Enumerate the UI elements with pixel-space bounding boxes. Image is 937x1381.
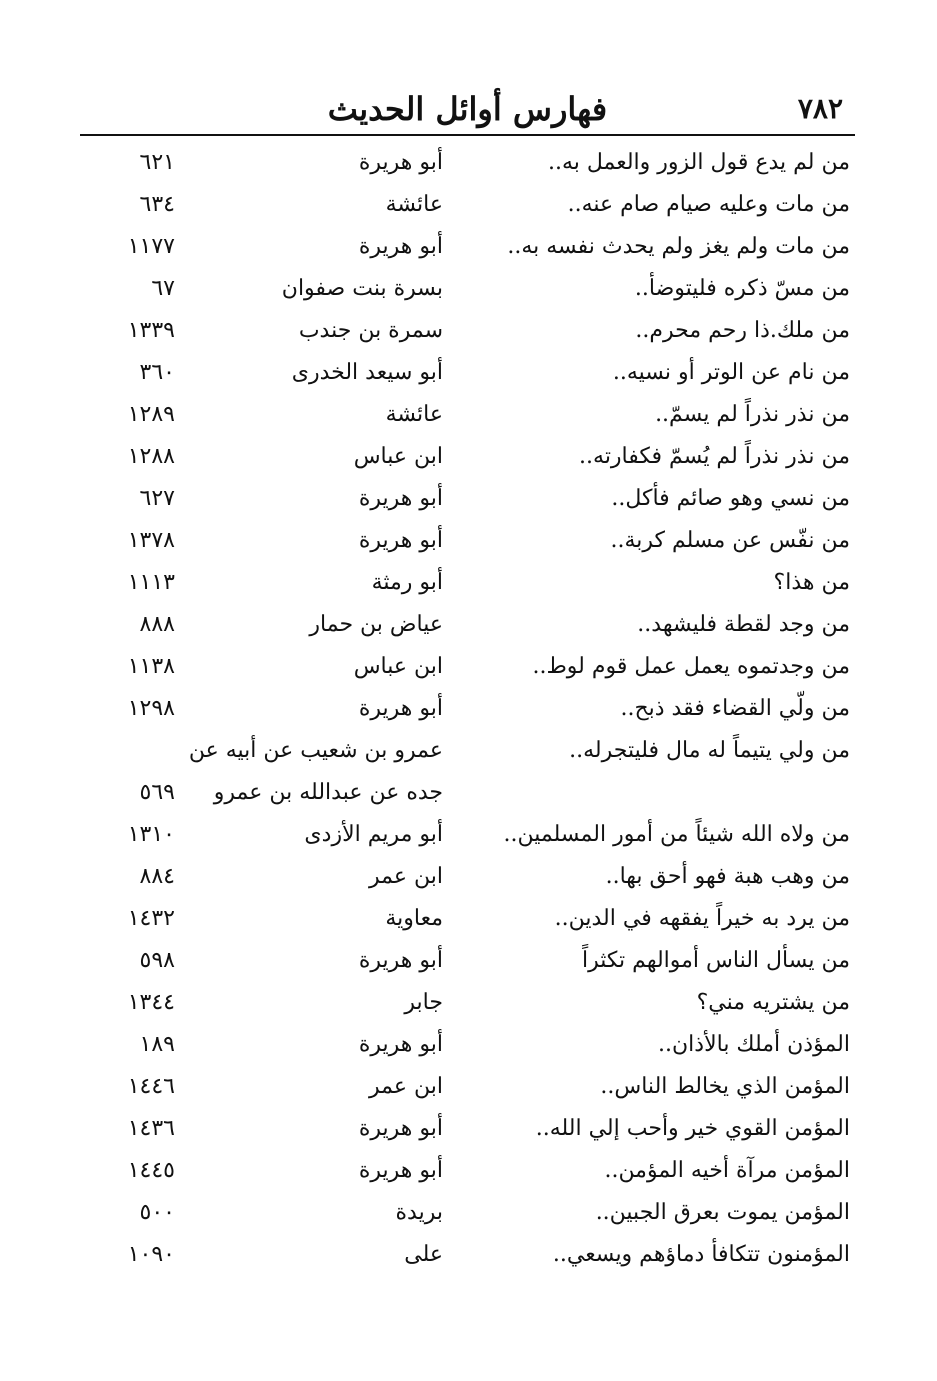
index-entry (80, 1234, 855, 1276)
index-entry (80, 268, 855, 310)
narrator: أبو هريرة (358, 1158, 443, 1183)
index-entry (80, 940, 855, 982)
hadith-number: ١٤٣٦ (127, 1116, 175, 1141)
narrator: أبو مريم الأزدى (304, 822, 443, 847)
narrator: ابن عمر (369, 1074, 443, 1099)
index-entry-continuation (80, 772, 855, 814)
narrator: على (404, 1242, 443, 1267)
hadith-number: ٦٣٤ (139, 192, 175, 217)
index-entry (80, 394, 855, 436)
narrator: أبو هريرة (358, 948, 443, 973)
index-entry (80, 982, 855, 1024)
hadith-opening: من ملك.ذا رحم محرم.. (635, 318, 850, 343)
index-entry (80, 1066, 855, 1108)
narrator: بسرة بنت صفوان (281, 276, 443, 301)
index-entry (80, 1150, 855, 1192)
hadith-number: ٨٨٨ (139, 612, 175, 637)
hadith-opening: من وجد لقطة فليشهد.. (637, 612, 850, 637)
index-entry (80, 646, 855, 688)
index-entry (80, 142, 855, 184)
hadith-opening: من مسّ ذكره فليتوضأ.. (634, 276, 850, 301)
hadith-number: ٥٠٠ (139, 1200, 175, 1225)
hadith-number: ١٣٣٩ (127, 318, 175, 343)
hadith-opening: من يشتريه مني؟ (696, 990, 850, 1015)
hadith-opening: من نذر نذراً لم يُسمّ فكفارته.. (579, 444, 850, 469)
index-entry (80, 814, 855, 856)
hadith-number: ١٣٤٤ (127, 990, 175, 1015)
page-number: ٧٨٢ (797, 92, 843, 125)
hadith-number: ٥٦٩ (139, 780, 175, 805)
index-entry (80, 520, 855, 562)
hadith-number: ١٨٩ (139, 1032, 175, 1057)
hadith-opening: من يسأل الناس أموالهم تكثراً (582, 948, 850, 973)
index-entry (80, 310, 855, 352)
hadith-opening: من ولي يتيماً له مال فليتجرله.. (569, 738, 850, 763)
hadith-opening: المؤذن أملك بالأذان.. (658, 1032, 850, 1057)
narrator: عائشة (385, 402, 443, 427)
hadith-opening: من نذر نذراً لم يسمّ.. (655, 402, 850, 427)
hadith-number: ٣٦٠ (139, 360, 175, 385)
hadith-opening: من ولاه الله شيئاً من أمور المسلمين.. (503, 822, 850, 847)
index-entry (80, 184, 855, 226)
hadith-opening: من وهب هبة فهو أحق بها.. (605, 864, 850, 889)
hadith-number: ١١٧٧ (127, 234, 175, 259)
hadith-number: ٦٧ (151, 276, 175, 301)
hadith-number: ٦٢١ (139, 150, 175, 175)
hadith-number: ١١٣٨ (127, 654, 175, 679)
narrator: عمرو بن شعيب عن أبيه عن (188, 738, 443, 763)
index-entry (80, 1108, 855, 1150)
running-title: فهارس أوائل الحديث (327, 90, 608, 128)
narrator: أبو هريرة (358, 1032, 443, 1057)
narrator: جده عن عبدالله بن عمرو (213, 780, 443, 805)
hadith-opening: المؤمنون تتكافأ دماؤهم ويسعي.. (552, 1242, 850, 1267)
hadith-opening: من ولّي القضاء فقد ذبح.. (620, 696, 850, 721)
narrator: أبو هريرة (358, 486, 443, 511)
hadith-number: ٨٨٤ (139, 864, 175, 889)
index-entry (80, 352, 855, 394)
hadith-opening: المؤمن الذي يخالط الناس.. (600, 1074, 850, 1099)
hadith-number: ١٢٨٨ (127, 444, 175, 469)
hadith-number: ١٣٧٨ (127, 528, 175, 553)
narrator: ابن عمر (369, 864, 443, 889)
hadith-number: ١٤٣٢ (127, 906, 175, 931)
index-entry (80, 856, 855, 898)
index-entry (80, 604, 855, 646)
index-entry (80, 436, 855, 478)
hadith-number: ٦٢٧ (139, 486, 175, 511)
narrator: عياض بن حمار (309, 612, 443, 637)
narrator: ابن عباس (353, 654, 443, 679)
narrator: جابر (404, 990, 443, 1015)
hadith-opening: من وجدتموه يعمل عمل قوم لوط.. (532, 654, 850, 679)
hadith-opening: من هذا؟ (773, 570, 850, 595)
hadith-number: ١١١٣ (127, 570, 175, 595)
narrator: ابن عباس (353, 444, 443, 469)
hadith-opening: المؤمن مرآة أخيه المؤمن.. (604, 1158, 850, 1183)
narrator: عائشة (385, 192, 443, 217)
hadith-opening: من نسي وهو صائم فأكل.. (611, 486, 850, 511)
narrator: معاوية (385, 906, 443, 931)
narrator: أبو هريرة (358, 234, 443, 259)
hadith-number: ٥٩٨ (139, 948, 175, 973)
narrator: أبو هريرة (358, 150, 443, 175)
index-entry (80, 688, 855, 730)
hadith-opening: المؤمن القوي خير وأحب إلي الله.. (535, 1116, 850, 1141)
index-entry (80, 478, 855, 520)
narrator: أبو هريرة (358, 696, 443, 721)
hadith-opening: من نفّس عن مسلم كربة.. (610, 528, 850, 553)
narrator: سمرة بن جندب (298, 318, 443, 343)
hadith-number: ١٢٩٨ (127, 696, 175, 721)
narrator: أبو سيعد الخدرى (291, 360, 443, 385)
index-entry (80, 562, 855, 604)
hadith-number: ١٤٤٦ (127, 1074, 175, 1099)
hadith-number: ١٤٤٥ (127, 1158, 175, 1183)
index-entry (80, 730, 855, 772)
hadith-opening: من لم يدع قول الزور والعمل به.. (547, 150, 850, 175)
hadith-opening: من نام عن الوتر أو نسيه.. (612, 360, 850, 385)
hadith-number: ١٣١٠ (127, 822, 175, 847)
hadith-opening: من مات وعليه صيام صام عنه.. (567, 192, 850, 217)
narrator: أبو هريرة (358, 528, 443, 553)
narrator: بريدة (395, 1200, 443, 1225)
narrator: أبو هريرة (358, 1116, 443, 1141)
index-entry (80, 1024, 855, 1066)
narrator: أبو رمثة (371, 570, 443, 595)
hadith-number: ١٠٩٠ (127, 1242, 175, 1267)
index-entry (80, 898, 855, 940)
index-entry (80, 1192, 855, 1234)
hadith-number: ١٢٨٩ (127, 402, 175, 427)
index-entry (80, 226, 855, 268)
hadith-opening: من مات ولم يغز ولم يحدث نفسه به.. (507, 234, 850, 259)
hadith-opening: من يرد به خيراً يفقهه في الدين.. (554, 906, 850, 931)
hadith-opening: المؤمن يموت بعرق الجبين.. (595, 1200, 850, 1225)
